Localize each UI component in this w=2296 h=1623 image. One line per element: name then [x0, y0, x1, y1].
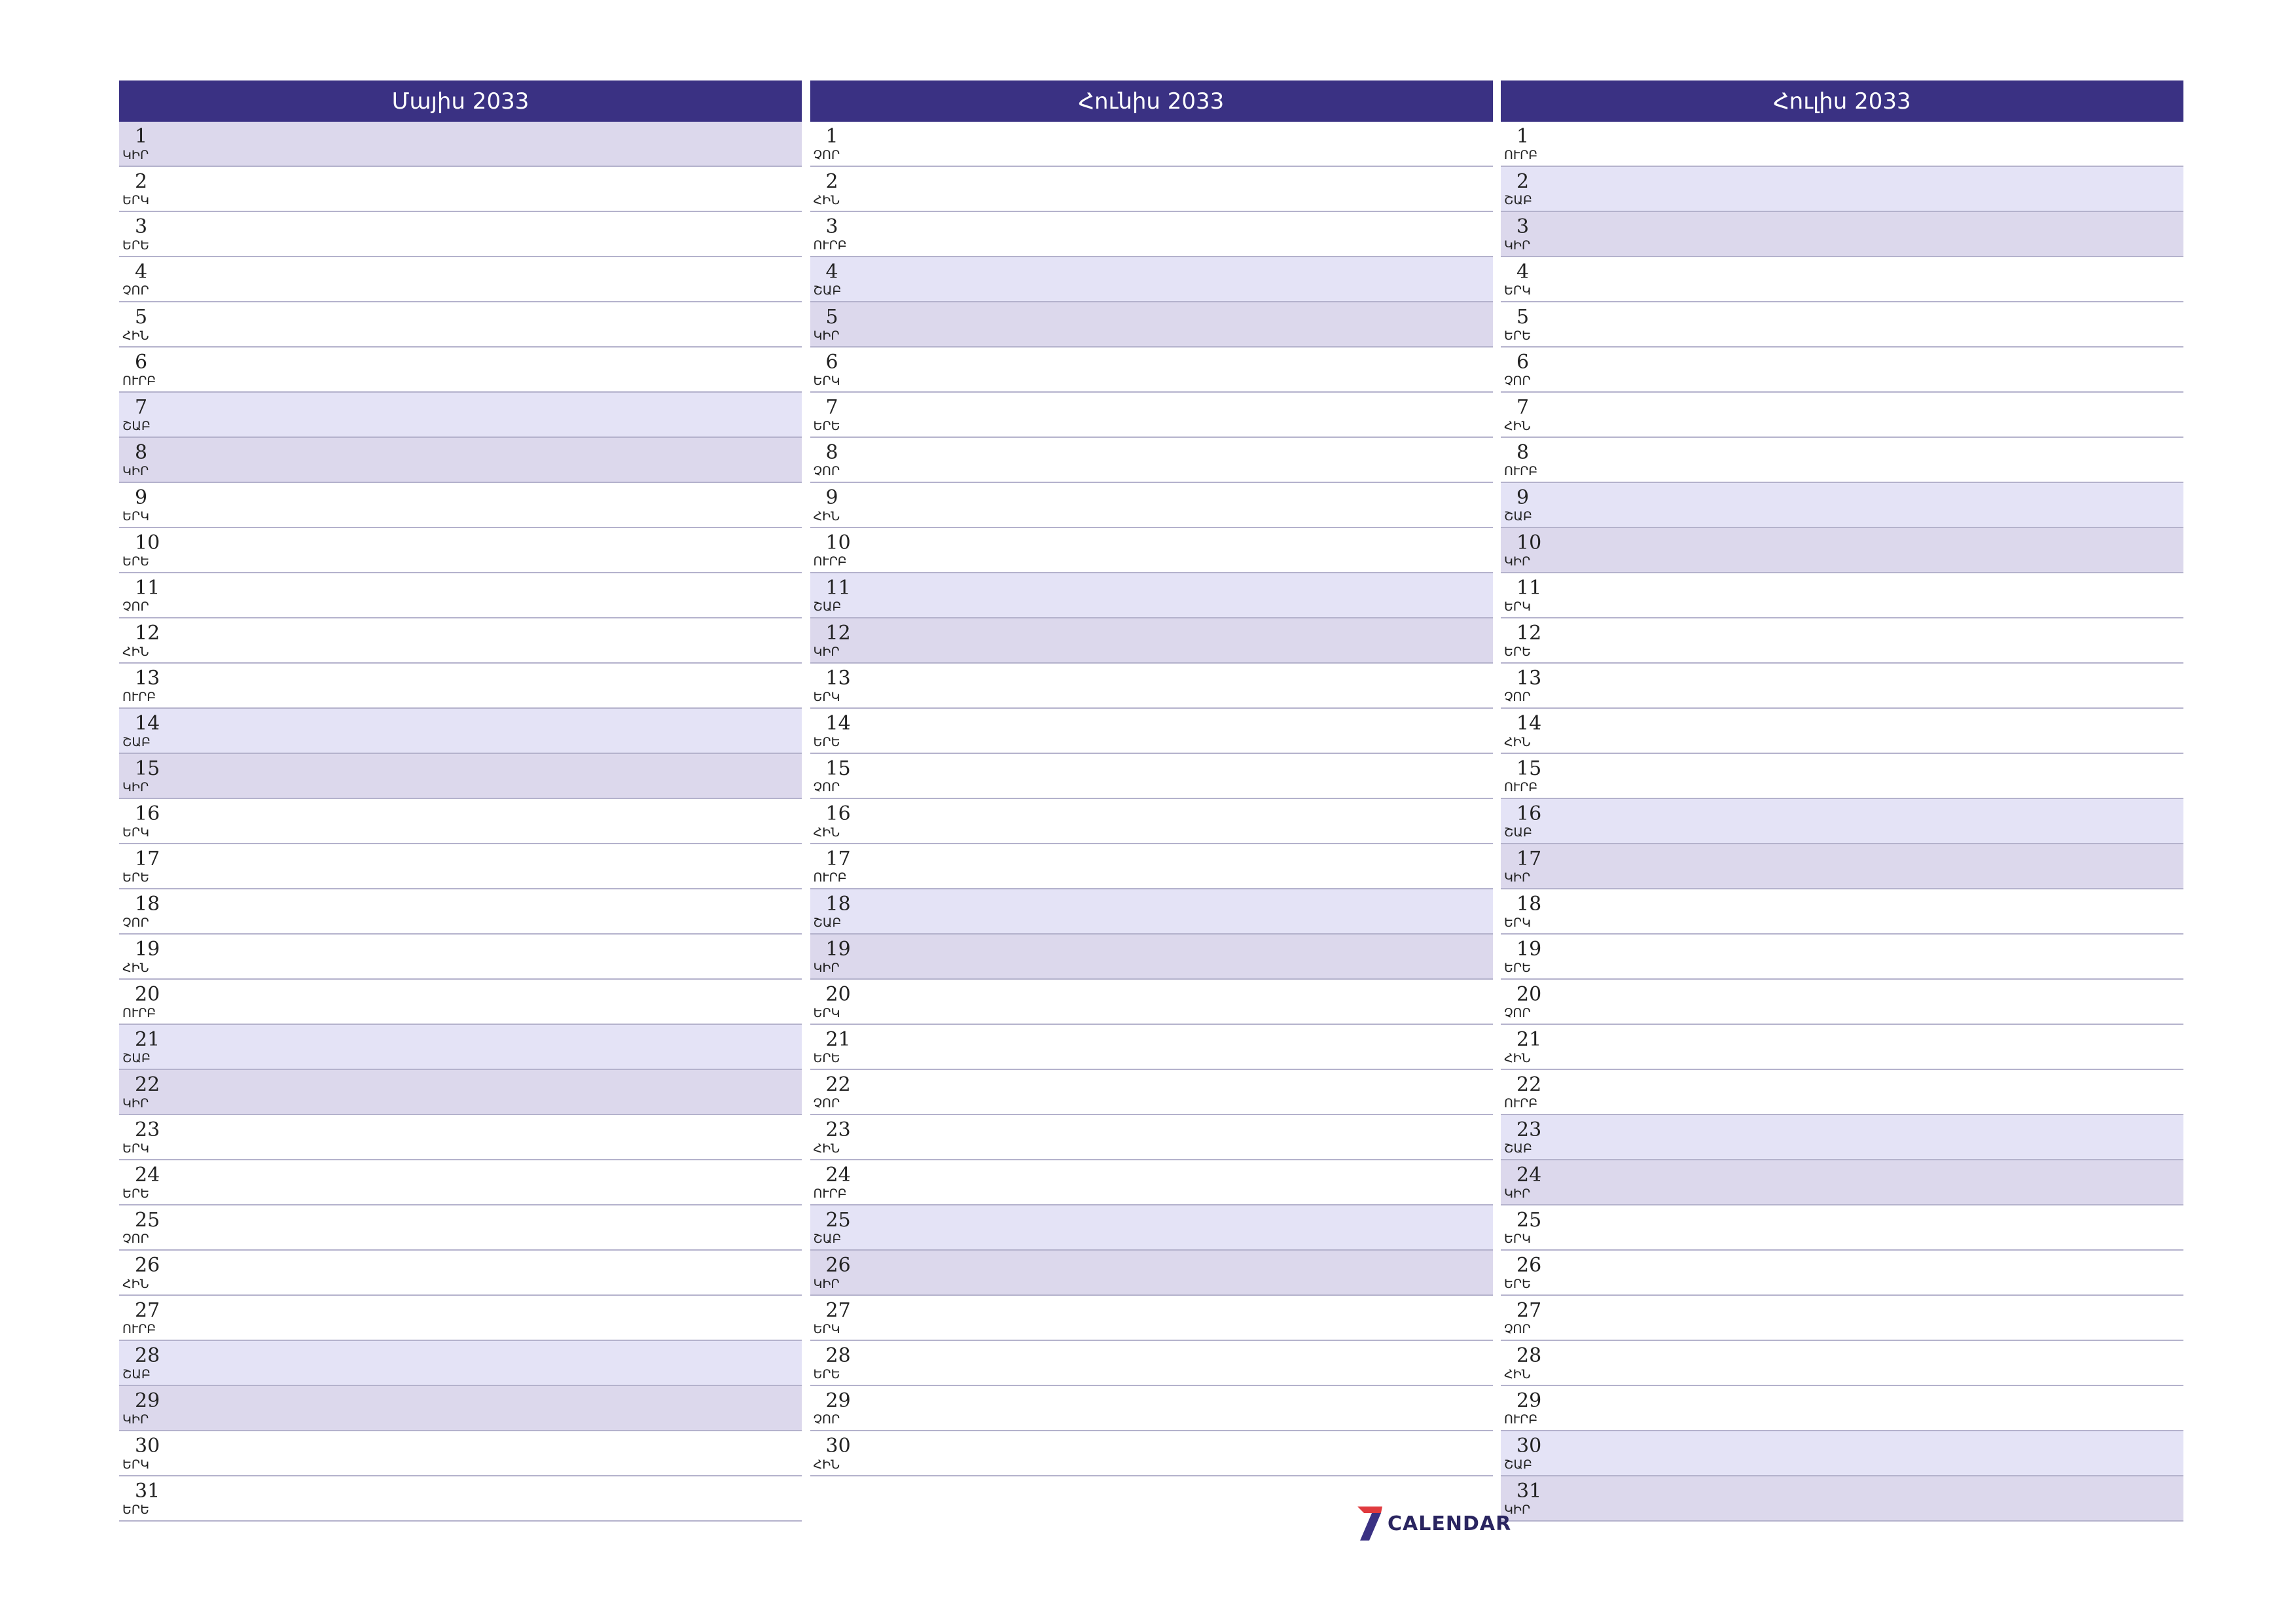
weekday-label: ՇԱԲ	[813, 283, 842, 298]
weekday-label: ՉՈՐ	[1504, 690, 1531, 704]
day-number: 14	[135, 712, 160, 735]
day-row	[810, 1296, 1493, 1341]
weekday-label: ՇԱԲ	[122, 419, 151, 433]
day-number: 2	[135, 170, 148, 193]
day-number: 11	[825, 577, 851, 599]
weekday-label: ԵՐԿ	[122, 825, 149, 840]
weekday-label: ՈՒՐԲ	[122, 1322, 156, 1336]
day-row	[1501, 1205, 2183, 1251]
day-number: 9	[135, 486, 148, 509]
weekday-label: ՇԱԲ	[1504, 825, 1532, 840]
day-row	[810, 844, 1493, 889]
weekday-label: ԵՐԿ	[1504, 283, 1531, 298]
day-number: 21	[135, 1028, 160, 1051]
day-row	[810, 393, 1493, 438]
day-number: 9	[825, 486, 838, 509]
day-row	[1501, 889, 2183, 935]
weekday-label: ԿԻՐ	[1504, 1503, 1531, 1517]
day-number: 6	[1516, 351, 1530, 374]
weekday-label: ՇԱԲ	[813, 599, 842, 614]
weekday-label: ԵՐԵ	[813, 1367, 840, 1382]
day-number: 28	[825, 1344, 851, 1367]
day-number: 25	[135, 1209, 160, 1232]
day-number: 17	[135, 847, 160, 870]
day-number: 3	[1516, 215, 1530, 238]
weekday-label: ՇԱԲ	[1504, 509, 1532, 524]
day-row	[1501, 754, 2183, 799]
day-number: 22	[1516, 1073, 1542, 1096]
seven-logo-icon	[1355, 1505, 1384, 1542]
day-row	[119, 1115, 802, 1160]
weekday-label: ԵՐԵ	[122, 1503, 149, 1517]
day-row	[810, 1160, 1493, 1205]
weekday-label: ՀԻՆ	[1504, 1367, 1531, 1382]
weekday-label: ՈՒՐԲ	[1504, 1096, 1538, 1111]
day-row	[119, 1251, 802, 1296]
day-number: 16	[825, 802, 851, 825]
day-row	[1501, 122, 2183, 167]
weekday-label: ՉՈՐ	[813, 148, 840, 162]
weekday-label: ՈՒՐԲ	[813, 1186, 847, 1201]
day-row	[810, 1025, 1493, 1070]
day-row	[810, 1341, 1493, 1386]
day-row	[1501, 212, 2183, 257]
day-number: 12	[1516, 622, 1542, 645]
day-row	[119, 889, 802, 935]
day-number: 19	[825, 938, 851, 961]
day-number: 28	[135, 1344, 160, 1367]
day-number: 10	[135, 531, 160, 554]
day-number: 7	[1516, 396, 1530, 419]
day-row	[810, 1251, 1493, 1296]
day-row	[810, 1115, 1493, 1160]
weekday-label: ԵՐԿ	[813, 374, 840, 388]
weekday-label: ՈՒՐԲ	[813, 554, 847, 569]
day-number: 6	[135, 351, 148, 374]
day-row	[119, 844, 802, 889]
day-row	[1501, 1115, 2183, 1160]
day-row	[1501, 664, 2183, 709]
weekday-label: ՀԻՆ	[813, 825, 840, 840]
day-number: 1	[1516, 125, 1530, 148]
weekday-label: ՀԻՆ	[122, 645, 149, 659]
weekday-label: ՉՈՐ	[813, 1412, 840, 1427]
weekday-label: ԿԻՐ	[813, 645, 840, 659]
day-row	[1501, 528, 2183, 573]
day-row	[119, 709, 802, 754]
day-number: 29	[1516, 1389, 1542, 1412]
day-row	[810, 1386, 1493, 1431]
day-list	[119, 122, 802, 1522]
day-row	[810, 618, 1493, 664]
month-column	[810, 80, 1493, 1522]
weekday-label: ԵՐԵ	[122, 554, 149, 569]
day-number: 15	[825, 757, 851, 780]
day-number: 27	[135, 1299, 160, 1322]
day-row	[1501, 302, 2183, 348]
day-row	[119, 1386, 802, 1431]
day-number: 25	[825, 1209, 851, 1232]
day-list	[810, 122, 1493, 1476]
day-row	[1501, 1070, 2183, 1115]
day-row	[119, 664, 802, 709]
weekday-label: ՉՈՐ	[813, 464, 840, 478]
weekday-label: ՉՈՐ	[122, 283, 149, 298]
day-row	[119, 212, 802, 257]
day-row	[810, 980, 1493, 1025]
weekday-label: ԵՐԿ	[1504, 1232, 1531, 1246]
day-row	[119, 257, 802, 302]
day-number: 18	[1516, 893, 1542, 916]
weekday-label: ԵՐԿ	[122, 1457, 149, 1472]
weekday-label: ԿԻՐ	[122, 1412, 149, 1427]
day-row	[1501, 438, 2183, 483]
day-number: 16	[1516, 802, 1542, 825]
day-number: 13	[1516, 667, 1542, 690]
day-row	[119, 573, 802, 618]
day-row	[810, 754, 1493, 799]
weekday-label: ԵՐԵ	[1504, 329, 1531, 343]
day-number: 18	[135, 893, 160, 916]
day-number: 23	[1516, 1118, 1542, 1141]
day-number: 24	[1516, 1164, 1542, 1186]
weekday-label: ՀԻՆ	[813, 193, 840, 207]
day-row	[1501, 1025, 2183, 1070]
day-row	[119, 302, 802, 348]
weekday-label: ՇԱԲ	[813, 1232, 842, 1246]
day-row	[1501, 844, 2183, 889]
day-number: 5	[135, 306, 148, 329]
day-row	[1501, 1296, 2183, 1341]
day-number: 22	[825, 1073, 851, 1096]
weekday-label: ՈՒՐԲ	[122, 690, 156, 704]
day-number: 6	[825, 351, 838, 374]
weekday-label: ԿԻՐ	[813, 961, 840, 975]
day-number: 29	[825, 1389, 851, 1412]
day-row	[1501, 1251, 2183, 1296]
weekday-label: ՀԻՆ	[813, 1457, 840, 1472]
day-number: 31	[135, 1480, 160, 1503]
weekday-label: ՉՈՐ	[122, 916, 149, 930]
day-row	[119, 980, 802, 1025]
day-row	[1501, 483, 2183, 528]
day-number: 11	[135, 577, 160, 599]
day-row	[1501, 257, 2183, 302]
weekday-label: ԿԻՐ	[122, 148, 149, 162]
day-row	[119, 348, 802, 393]
weekday-label: ԿԻՐ	[813, 1277, 840, 1291]
day-number: 21	[825, 1028, 851, 1051]
day-number: 15	[1516, 757, 1542, 780]
weekday-label: ՀԻՆ	[122, 961, 149, 975]
day-number: 13	[825, 667, 851, 690]
weekday-label: ԵՐԵ	[1504, 961, 1531, 975]
day-row	[810, 257, 1493, 302]
weekday-label: ԵՐԿ	[122, 509, 149, 524]
day-number: 23	[135, 1118, 160, 1141]
weekday-label: ԵՐԵ	[122, 238, 149, 253]
weekday-label: ՉՈՐ	[1504, 1006, 1531, 1020]
day-number: 29	[135, 1389, 160, 1412]
day-number: 26	[135, 1254, 160, 1277]
weekday-label: ԵՐԵ	[813, 1051, 840, 1065]
day-row	[810, 935, 1493, 980]
day-number: 27	[1516, 1299, 1542, 1322]
calendar-months	[119, 80, 2183, 1522]
weekday-label: ՈՒՐԲ	[1504, 464, 1538, 478]
day-number: 21	[1516, 1028, 1542, 1051]
day-number: 13	[135, 667, 160, 690]
day-number: 7	[135, 396, 148, 419]
day-row	[810, 889, 1493, 935]
weekday-label: ՉՈՐ	[122, 599, 149, 614]
weekday-label: ԵՐԿ	[813, 1006, 840, 1020]
weekday-label: ԵՐԿ	[1504, 599, 1531, 614]
day-row	[119, 528, 802, 573]
brand-logo	[1355, 1505, 1511, 1542]
day-number: 17	[825, 847, 851, 870]
weekday-label: ՀԻՆ	[813, 1141, 840, 1156]
weekday-label: ՈՒՐԲ	[1504, 780, 1538, 794]
day-number: 2	[1516, 170, 1530, 193]
logo-text: CALENDAR	[1388, 1512, 1512, 1535]
weekday-label: ՀԻՆ	[122, 1277, 149, 1291]
day-row	[119, 122, 802, 167]
day-row	[1501, 980, 2183, 1025]
weekday-label: ՇԱԲ	[122, 1051, 151, 1065]
day-row	[119, 438, 802, 483]
day-row	[810, 167, 1493, 212]
day-number: 19	[1516, 938, 1542, 961]
weekday-label: ՇԱԲ	[1504, 1457, 1532, 1472]
weekday-label: ՉՈՐ	[813, 780, 840, 794]
weekday-label: ՀԻՆ	[1504, 735, 1531, 749]
weekday-label: ՈՒՐԲ	[813, 238, 847, 253]
day-number: 9	[1516, 486, 1530, 509]
day-number: 20	[135, 983, 160, 1006]
day-list	[1501, 122, 2183, 1522]
day-number: 3	[825, 215, 838, 238]
day-row	[119, 1296, 802, 1341]
day-number: 15	[135, 757, 160, 780]
weekday-label: ԿԻՐ	[1504, 238, 1531, 253]
day-number: 19	[135, 938, 160, 961]
day-number: 30	[135, 1435, 160, 1457]
day-row	[119, 1431, 802, 1476]
weekday-label: ՈՒՐԲ	[122, 1006, 156, 1020]
day-row	[119, 754, 802, 799]
day-row	[119, 1025, 802, 1070]
weekday-label: ՀԻՆ	[122, 329, 149, 343]
day-row	[810, 1205, 1493, 1251]
day-number: 26	[1516, 1254, 1542, 1277]
day-number: 3	[135, 215, 148, 238]
weekday-label: ԵՐԵ	[122, 870, 149, 885]
day-number: 10	[1516, 531, 1542, 554]
weekday-label: ԵՐԿ	[122, 193, 149, 207]
weekday-label: ԵՐԿ	[813, 1322, 840, 1336]
day-row	[1501, 709, 2183, 754]
day-number: 24	[825, 1164, 851, 1186]
day-row	[1501, 1341, 2183, 1386]
weekday-label: ԵՐԿ	[1504, 916, 1531, 930]
month-title: Հունիս 2033	[810, 80, 1493, 122]
month-column	[1501, 80, 2183, 1522]
day-row	[810, 799, 1493, 844]
day-row	[1501, 348, 2183, 393]
day-number: 4	[825, 260, 838, 283]
day-number: 1	[825, 125, 838, 148]
weekday-label: ՉՈՐ	[122, 1232, 149, 1246]
weekday-label: ԿԻՐ	[813, 329, 840, 343]
day-number: 2	[825, 170, 838, 193]
weekday-label: ՇԱԲ	[1504, 1141, 1532, 1156]
day-number: 12	[135, 622, 160, 645]
weekday-label: ԵՐԵ	[813, 735, 840, 749]
day-number: 17	[1516, 847, 1542, 870]
day-row	[1501, 618, 2183, 664]
day-row	[119, 483, 802, 528]
day-number: 23	[825, 1118, 851, 1141]
day-number: 20	[1516, 983, 1542, 1006]
weekday-label: ԵՐԵ	[122, 1186, 149, 1201]
month-column	[119, 80, 802, 1522]
weekday-label: ՉՈՐ	[1504, 1322, 1531, 1336]
day-row	[119, 167, 802, 212]
day-row	[119, 618, 802, 664]
day-number: 28	[1516, 1344, 1542, 1367]
day-number: 25	[1516, 1209, 1542, 1232]
day-number: 24	[135, 1164, 160, 1186]
day-row	[810, 1431, 1493, 1476]
day-row	[1501, 573, 2183, 618]
day-number: 14	[1516, 712, 1542, 735]
day-row	[810, 664, 1493, 709]
weekday-label: ՀԻՆ	[813, 509, 840, 524]
day-row	[810, 122, 1493, 167]
weekday-label: ԿԻՐ	[122, 464, 149, 478]
day-row	[1501, 393, 2183, 438]
weekday-label: ՇԱԲ	[1504, 193, 1532, 207]
day-row	[810, 573, 1493, 618]
day-number: 7	[825, 396, 838, 419]
weekday-label: ԵՐԿ	[813, 690, 840, 704]
weekday-label: ԵՐԿ	[122, 1141, 149, 1156]
day-row	[119, 1341, 802, 1386]
day-number: 10	[825, 531, 851, 554]
day-number: 30	[825, 1435, 851, 1457]
weekday-label: ՀԻՆ	[1504, 419, 1531, 433]
day-row	[1501, 167, 2183, 212]
weekday-label: ԵՐԵ	[1504, 645, 1531, 659]
weekday-label: ԿԻՐ	[1504, 870, 1531, 885]
weekday-label: ԿԻՐ	[1504, 554, 1531, 569]
weekday-label: ՇԱԲ	[122, 735, 151, 749]
day-number: 5	[825, 306, 838, 329]
day-number: 11	[1516, 577, 1542, 599]
day-number: 1	[135, 125, 148, 148]
day-row	[119, 1160, 802, 1205]
day-number: 22	[135, 1073, 160, 1096]
weekday-label: ՉՈՐ	[1504, 374, 1531, 388]
day-row	[810, 483, 1493, 528]
day-number: 5	[1516, 306, 1530, 329]
day-row	[119, 935, 802, 980]
day-number: 8	[825, 441, 838, 464]
day-row	[810, 1070, 1493, 1115]
weekday-label: ՈՒՐԲ	[1504, 1412, 1538, 1427]
month-title: Մայիս 2033	[119, 80, 802, 122]
weekday-label: ԿԻՐ	[122, 1096, 149, 1111]
day-number: 30	[1516, 1435, 1542, 1457]
day-number: 14	[825, 712, 851, 735]
day-number: 26	[825, 1254, 851, 1277]
weekday-label: ՈՒՐԲ	[122, 374, 156, 388]
day-row	[1501, 935, 2183, 980]
day-number: 27	[825, 1299, 851, 1322]
day-number: 4	[135, 260, 148, 283]
day-row	[810, 438, 1493, 483]
day-row	[1501, 1160, 2183, 1205]
day-row	[810, 212, 1493, 257]
day-row	[1501, 1386, 2183, 1431]
day-row	[119, 1476, 802, 1522]
day-row	[810, 302, 1493, 348]
day-row	[119, 1205, 802, 1251]
weekday-label: ՉՈՐ	[813, 1096, 840, 1111]
weekday-label: ՇԱԲ	[122, 1367, 151, 1382]
day-row	[810, 528, 1493, 573]
weekday-label: ՇԱԲ	[813, 916, 842, 930]
day-row	[119, 1070, 802, 1115]
month-title: Հուլիս 2033	[1501, 80, 2183, 122]
day-row	[119, 393, 802, 438]
weekday-label: ԿԻՐ	[122, 780, 149, 794]
day-row	[810, 348, 1493, 393]
day-row	[1501, 799, 2183, 844]
weekday-label: ՀԻՆ	[1504, 1051, 1531, 1065]
weekday-label: ՈՒՐԲ	[1504, 148, 1538, 162]
weekday-label: ԿԻՐ	[1504, 1186, 1531, 1201]
day-row	[1501, 1431, 2183, 1476]
day-number: 20	[825, 983, 851, 1006]
day-number: 12	[825, 622, 851, 645]
day-number: 4	[1516, 260, 1530, 283]
day-number: 31	[1516, 1480, 1542, 1503]
weekday-label: ՈՒՐԲ	[813, 870, 847, 885]
day-row	[1501, 1476, 2183, 1522]
day-number: 8	[1516, 441, 1530, 464]
day-row	[119, 799, 802, 844]
day-number: 8	[135, 441, 148, 464]
day-number: 16	[135, 802, 160, 825]
day-number: 18	[825, 893, 851, 916]
weekday-label: ԵՐԵ	[1504, 1277, 1531, 1291]
weekday-label: ԵՐԵ	[813, 419, 840, 433]
day-row	[810, 709, 1493, 754]
